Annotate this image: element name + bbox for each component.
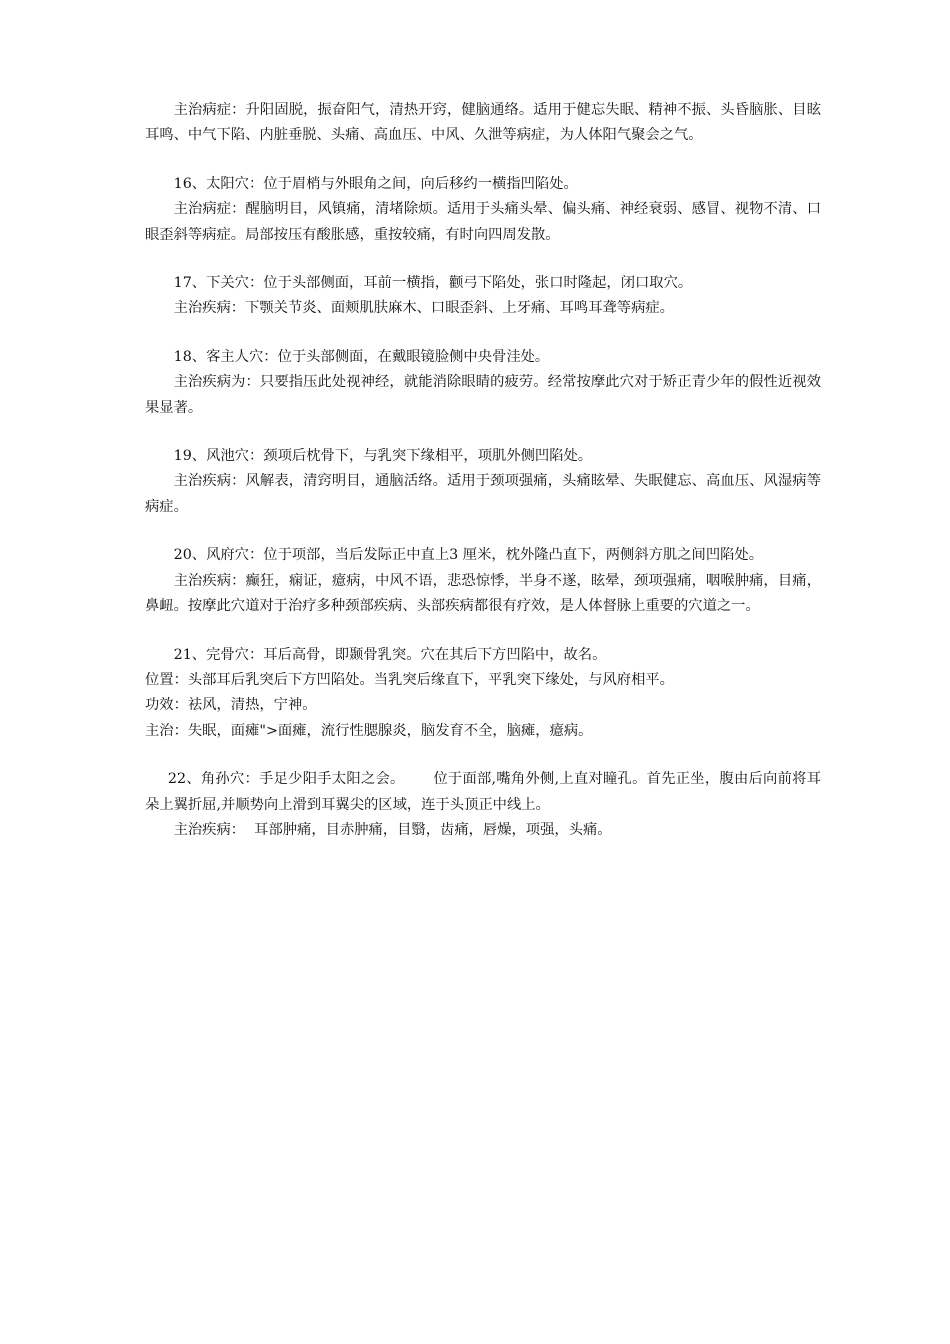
point-19-treatment: 主治疾病：风解表，清窍明目，通脑活络。适用于颈项强痛，头痛眩晕、失眠健忘、高血压、风湿病等病症。 xyxy=(145,473,821,515)
point-17-treatment: 主治疾病：下颚关节炎、面颊肌肤麻木、口眼歪斜、上牙痛、耳鸣耳聋等病症。 xyxy=(173,300,674,317)
section-gap xyxy=(145,248,821,271)
section-gap xyxy=(145,149,821,172)
point-16-location: 16、太阳穴：位于眉梢与外眼角之间，向后移约一横指凹陷处。 xyxy=(173,175,578,192)
section-gap xyxy=(145,520,821,543)
point-20-location: 20、风府穴：位于项部，当后发际正中直上3 厘米，枕外隆凸直下，两侧斜方肌之间凹陷处。 xyxy=(173,547,764,564)
point-21-description: 21、完骨穴：耳后高骨，即颞骨乳突。穴在其后下方凹陷中，故名。 xyxy=(173,646,607,663)
point-18-location: 18、客主人穴：位于头部侧面，在戴眼镜脸侧中央骨洼处。 xyxy=(173,348,550,365)
section-gap xyxy=(145,421,821,444)
point-20-treatment: 主治疾病：癫狂，痫证，癔病，中风不语，悲恐惊悸，半身不遂，眩晕，颈项强痛，咽喉肿痛，目痛，鼻衄。按摩此穴道对于治疗多种颈部疾病、头部疾病都很有疗效，是人体督脉上重要的穴道之一。 xyxy=(145,572,821,615)
section-gap xyxy=(145,322,821,345)
point-17-location: 17、下关穴：位于头部侧面，耳前一横指，颧弓下陷处，张口时隆起，闭口取穴。 xyxy=(173,275,693,292)
section-gap xyxy=(145,744,821,767)
document-body xyxy=(145,98,821,843)
section-gap xyxy=(145,620,821,643)
intro-treatment-paragraph: 主治病症：升阳固脱，振奋阳气，清热开窍，健脑通络。适用于健忘失眠、精神不振、头昏脑胀、目眩耳鸣、中气下陷、内脏垂脱、头痛、高血压、中风、久泄等病症，为人体阳气聚会之气。 xyxy=(145,102,821,144)
point-19-location: 19、风池穴：颈项后枕骨下，与乳突下缘相平，项肌外侧凹陷处。 xyxy=(173,448,593,465)
point-22-treatment: 主治疾病： 耳部肿痛，目赤肿痛，目翳，齿痛，唇燥，项强，头痛。 xyxy=(173,821,612,838)
point-22-location: 22、角孙穴：手足少阳手太阳之会。 位于面部,嘴角外侧,上直对瞳孔。首先正坐，腹由后向前将耳朵上翼折屈,并顺势向上滑到耳翼尖的区域，连于头顶正中线上。 xyxy=(145,771,821,813)
point-18-treatment: 主治疾病为：只要指压此处视神经，就能消除眼睛的疲劳。经常按摩此穴对于矫正青少年的假性近视效果显著。 xyxy=(145,374,821,416)
point-21-effect: 功效：祛风，清热，宁神。 xyxy=(145,697,317,714)
point-21-position: 位置：头部耳后乳突后下方凹陷处。当乳突后缘直下，平乳突下缘处，与风府相平。 xyxy=(145,671,674,688)
point-16-treatment: 主治病症：醒脑明目，风镇痛，清堵除烦。适用于头痛头晕、偏头痛、神经衰弱、感冒、视物不清、口眼歪斜等病症。局部按压有酸胀感，重按较痛，有时向四周发散。 xyxy=(145,201,821,243)
point-21-treatment: 主治：失眠，面瘫">面瘫，流行性腮腺炎，脑发育不全，脑瘫，癔病。 xyxy=(145,722,593,739)
